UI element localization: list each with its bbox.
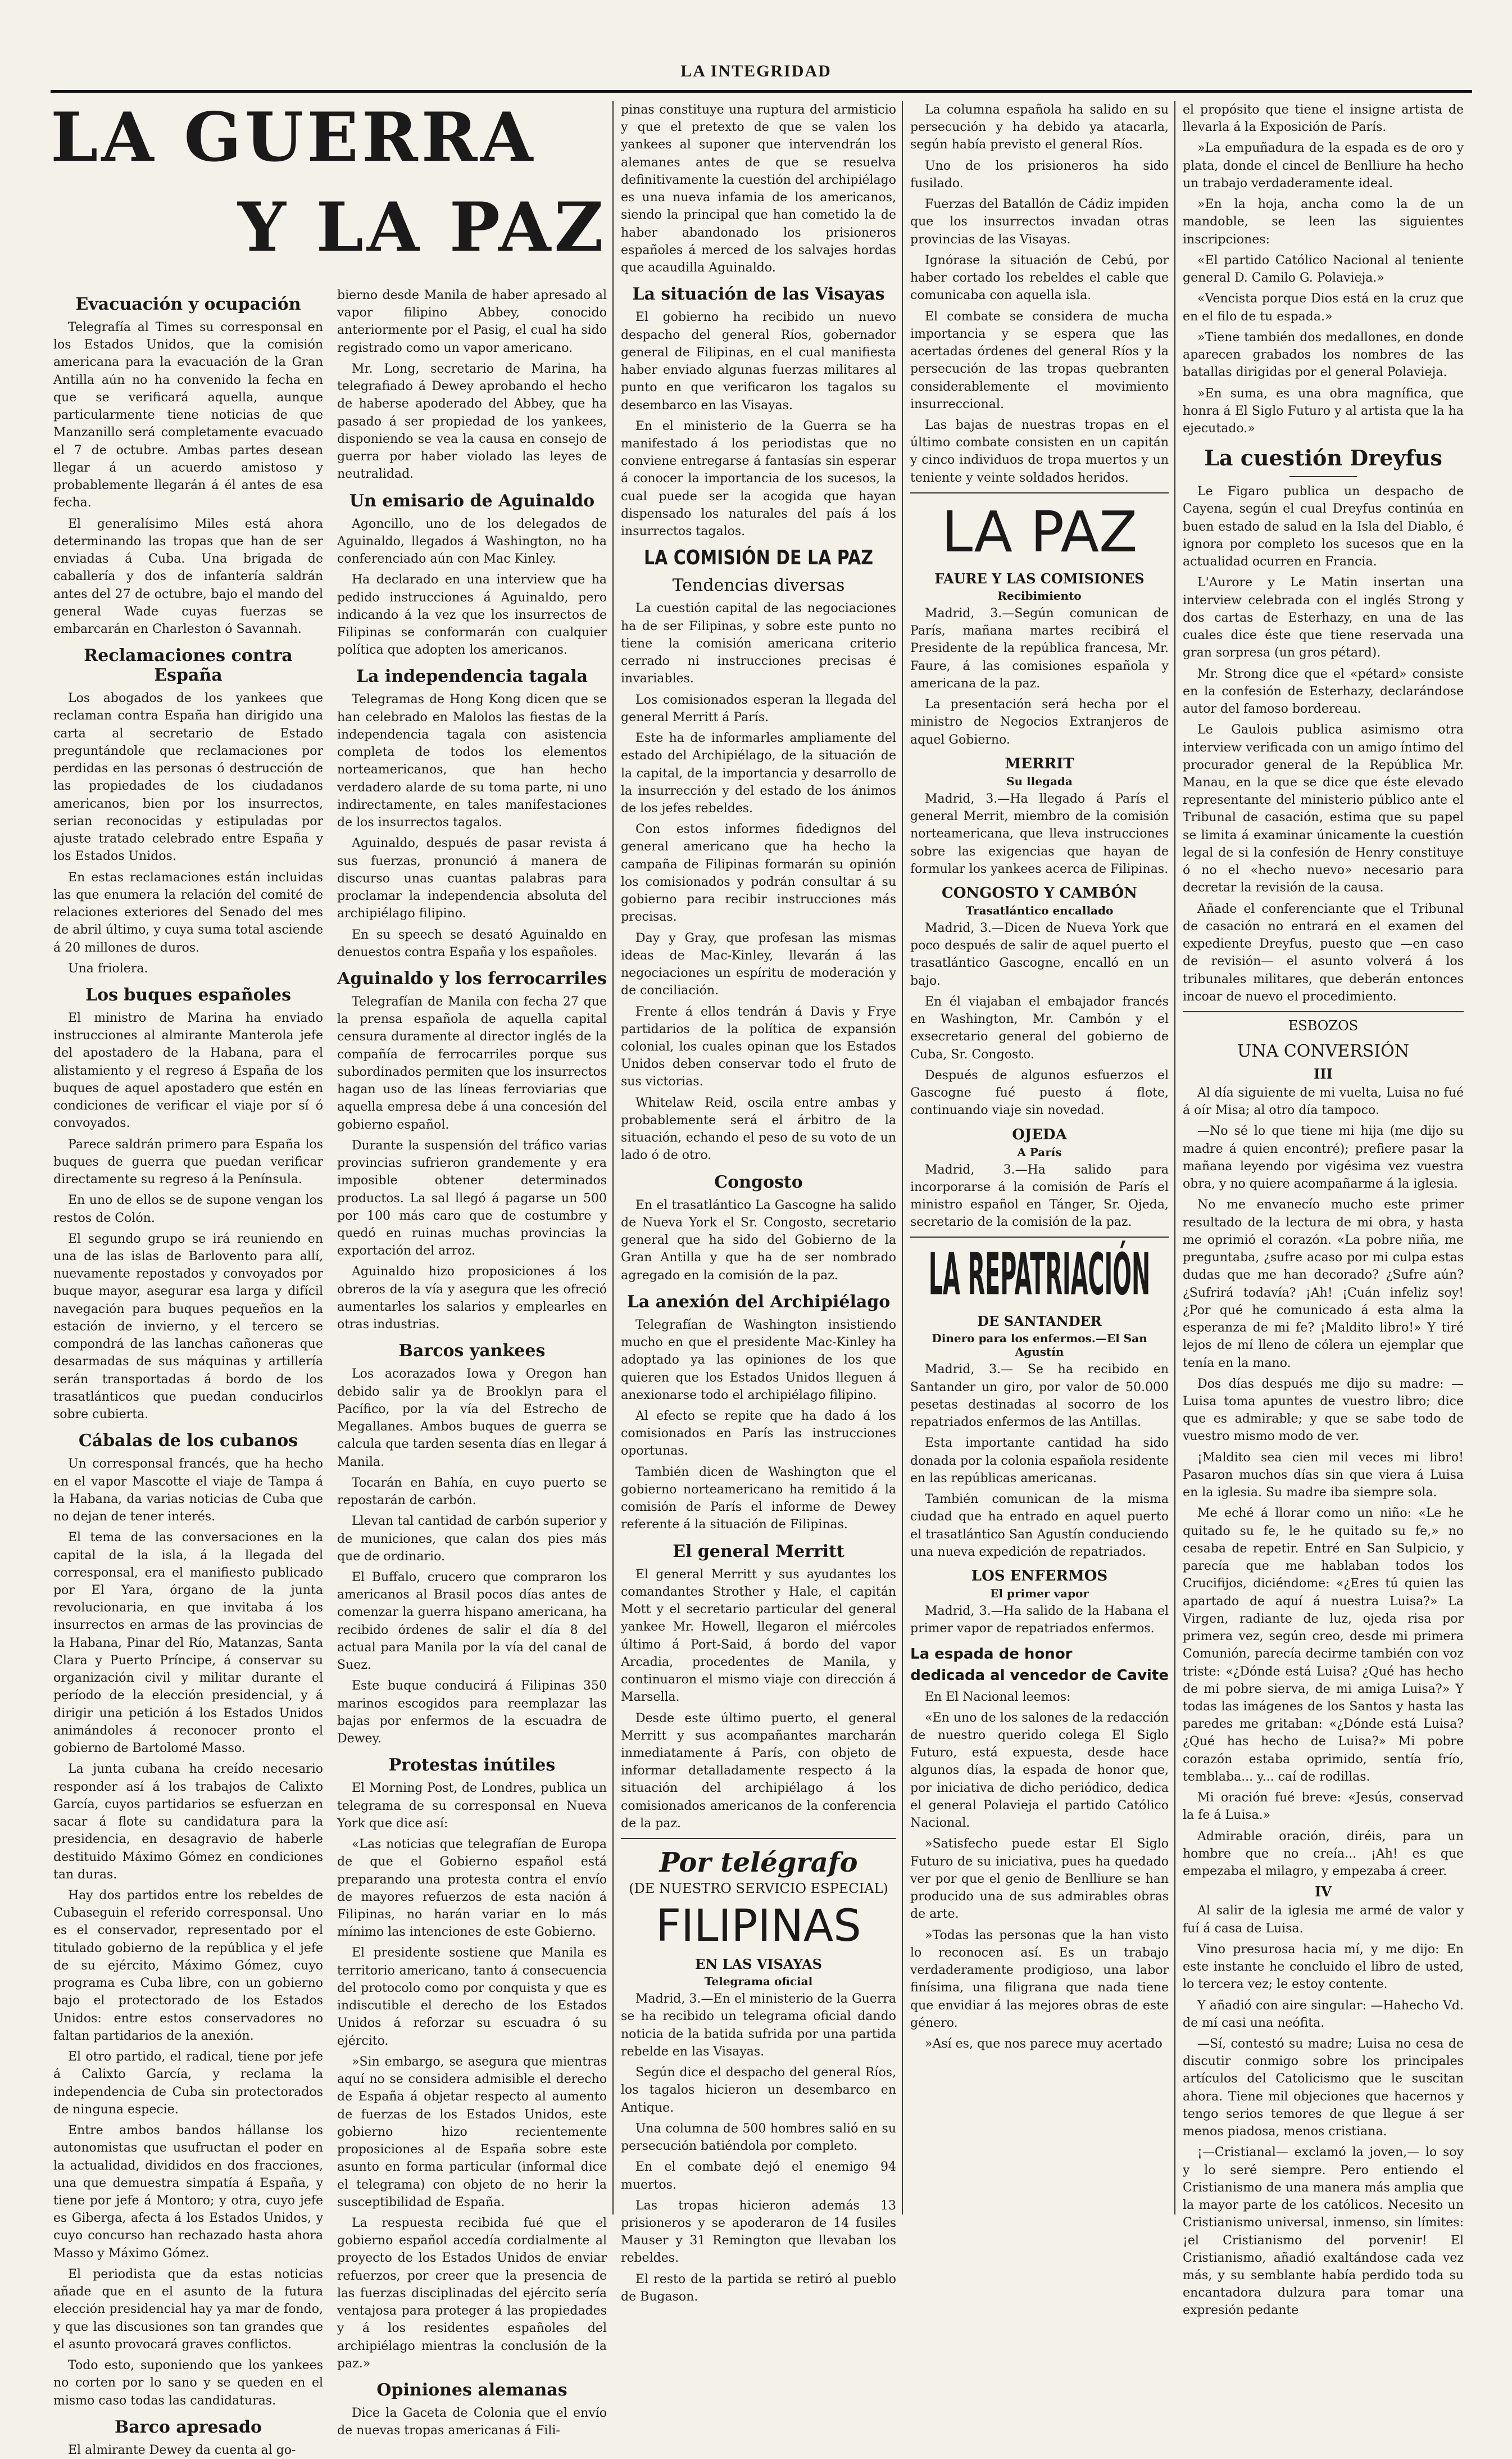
article-title: El general Merritt [673,1541,844,1561]
paragraph: »Satisfecho puede estar El Siglo Futuro de su iniciativa, pues ha quedado ver por que el genio de Benlliure se han producido una de sus admirables obras de arte. [910,1837,1169,1922]
headline-block [51,98,607,289]
section-kicker: ESBOZOS [1288,1018,1359,1034]
paragraph: El gobierno ha recibido un nuevo despacho del general Ríos, gobernador general de Filipinas, en el cual manifiesta haber enviado algunas fuerzas militares al punto en que verificaron los tagalos su desembarco en las Visayas. [621,310,896,413]
paragraph: El Morning Post, de Londres, publica un telegrama de su corresponsal en Nueva York que dice así: [337,1781,607,1831]
paragraph: El Buffalo, crucero que compraron los americanos al Brasil pocos días antes de comenzar la guerra hispano americana, ha recibido órdenes de salir el día 8 del actual para Manila por la vía del canal de Suez. [337,1570,607,1673]
paragraph: Ignórase la situación de Cebú, por haber cortado los rebeldes el cable que comunicaba con aquella isla. [910,253,1169,303]
paragraph: pinas constituye una ruptura del armisticio y que el pretexto de que se valen los yankees al suponer que intervendrán los alemanes antes de que se resuelva definitivamente la cuestión del archipiélago es una nueva infamia de los americanos, siendo la principal que han cometido la de haber abandonado los prisioneros españoles á merced de los salvajes hordas que acaudilla Aguinaldo. [621,103,896,275]
paragraph: Durante la suspensión del tráfico varias provincias sufrieron grandemente y era imposible obtener determinados productos. La sal llegó á pagarse un 500 por 100 más caro que de costumbre y quedó en ruinas muchas provincias la exportación del arroz. [337,1138,607,1258]
paragraph: El combate se considera de mucha importancia y se espera que las acertadas órdenes del general Ríos y la persecución de las tropas quebranten considerablemente el movimiento insurreccional. [910,309,1169,411]
paragraph: Vino presurosa hacia mí, y me dijo: En este instante he concluido el libro de usted, lo tercera vez; le estoy contente. [1183,1942,1464,1992]
paragraph: ¡Maldito sea cien mil veces mi libro! Pasaron muchos días sin que viera á Luisa en la iglesia. Su madre iba siempre sola. [1183,1450,1464,1500]
section-rule [1183,1011,1464,1012]
paragraph: Al efecto se repite que ha dado á los comisionados en París las instrucciones oportunas. [621,1409,896,1459]
section-kicker: Recibimiento [997,588,1082,603]
section-kicker: Telegrama oficial [704,1975,813,1989]
paragraph: Un corresponsal francés, que ha hecho en el vapor Mascotte el viaje de Tampa á la Habana, da varias noticias de Cuba que no dejan de tener interés. [53,1457,323,1524]
paragraph: Me eché á llorar como un niño: «Le he quitado su fe, le he quitado su fe,» no cesaba de repetir. Entré en San Sulpicio, y parecía que me hablaban todos los Crucifijos, diciéndome: «¿Eres tú quien las apartado de aquí á nuestra Luisa?» La Virgen, radiante de luz, ojeda risa por primera vez, según creo, desde mi primera Comunión, parecía decirme también con voz triste: «¿Dónde está Luisa? ¿Qué has hecho de mi pobre sierva, de mi amiga Luisa?» Y todas las imágenes de los Santos y hasta las paredes me gritaban: «¿Dónde está Luisa? ¿Qué has hecho de Luisa?» Mi pobre corazón estaba oprimido, sentía frío, temblaba... y... caí de rodillas. [1183,1506,1464,1784]
column-2 [337,287,607,2438]
paragraph: L'Aurore y Le Matin insertan una interview celebrada con el inglés Strong y dos cartas de Esterhazy, en una de las cuales dice éste que tiene reservada una gran sorpresa (un gros pétard). [1183,576,1464,660]
paragraph: bierno desde Manila de haber apresado al vapor filipino Abbey, conocido anteriormente por el Pasig, el cual ha sido registrado como un vapor americano. [337,288,607,355]
article-title: La anexión del Archipiélago [626,1292,891,1312]
headline-line-1: LA GUERRA [51,98,537,177]
paragraph: Esta importante cantidad ha sido donada por la colonia española residente en las repúblicas americanas. [910,1436,1169,1486]
article-title: Evacuación y ocupación [75,295,301,314]
paragraph: Las bajas de nuestras tropas en el último combate consisten en un capitán y cinco individuos de tropa muertos y un teniente y veinte soldados heridos. [910,418,1169,485]
article-title: UNA CONVERSIÓN [1237,1041,1409,1062]
paragraph: Mr. Strong dice que el «pétard» consiste en la confesión de Esterhazy, declarándose autor del famoso bordereau. [1183,667,1464,717]
paragraph: Aguinaldo hizo proposiciones á los obreros de la vía y asegura que les ofreció aumentarles los salarios y emplearles en otras industrias. [337,1265,607,1332]
paragraph: Dos días después me dijo su madre: —Luisa toma apuntes de vuestro libro; dice que es admirable; y que se sabe todo de vuestro mismo modo de ver. [1183,1376,1464,1444]
section-kicker: A París [1017,1145,1062,1159]
masthead-rule [51,90,1472,93]
paragraph: La presentación será hecha por el ministro de Negocios Extranjeros de aquel Gobierno. [910,698,1169,747]
paragraph: También dicen de Washington que el gobierno norteamericano ha remitido á la comisión de París el informe de Dewey referente á la situación de Filipinas. [621,1465,896,1532]
paragraph: Después de algunos esfuerzos el Gascogne fué puesto á flote, continuando viaje sin novedad. [910,1068,1169,1118]
paragraph: Llevan tal cantidad de carbón superior y de municiones, que calan dos pies más que de ordinario. [337,1514,607,1564]
paragraph: Ha declarado en una interview que ha pedido instrucciones á Aguinaldo, pero indicando á la vez que los insurrectos de Filipinas se conformarán con cualquier política que adopten los americanos. [337,573,607,658]
paragraph: Una columna de 500 hombres salió en su persecución batiéndola por completo. [621,2121,896,2154]
repatriacion-title: LA REPATRIACIÓN [928,1242,1151,1309]
article-title: Congosto [714,1172,803,1192]
paragraph: »Así es, que nos parece muy acertado [925,2036,1163,2051]
paragraph: En el trasatlántico La Gascogne ha salido de Nueva York el Sr. Congosto, secretario general que ha sido del Gobierno de la Gran Antilla y que ha de ser nombrado agregado en la comisión de la paz. [621,1198,896,1283]
section-title: OJEDA [1012,1126,1067,1143]
paragraph: Tocarán en Bahía, en cuyo puerto se repostarán de carbón. [337,1475,607,1508]
paragraph: —Sí, contestó su madre; Luisa no cesa de discutir conmigo sobre los principales artículos del Catolicismo que le suscitan ahora. Tiene mil objeciones que hacernos y tengo serios temores de que llegue á ser menos piadosa, menos cristiana. [1183,2036,1464,2139]
paragraph: Las tropas hicieron además 13 prisioneros y se apoderaron de 14 fusiles Mauser y 31 Remington que llevaban los rebeldes. [621,2198,896,2266]
paragraph: »La empuñadura de la espada es de oro y plata, donde el cincel de Benlliure ha hecho un trabajo verdaderamente ideal. [1183,141,1464,191]
paragraph: En el combate dejó el enemigo 94 muertos. [621,2160,896,2192]
paragraph: «En uno de los salones de la redacción de nuestro querido colega El Siglo Futuro, está expuesta, desde hace algunos días, la espada de honor que, por iniciativa de dicho periódico, dedica el general Polavieja el partido Católico Nacional. [910,1710,1169,1831]
filipinas-title: FILIPINAS [656,1901,861,1952]
telegraph-subtitle: (DE NUESTRO SERVICIO ESPECIAL) [629,1881,888,1897]
paragraph: El general Merritt y sus ayudantes los comandantes Strother y Hale, el capitán Mott y el secretario particular del general yankee Mr. Howell, llegaron el miércoles último á Port-Said, á bordo del vapor Arcadia, procedentes de Manila, y continuaron el mismo viaje con dirección á Marsella. [621,1567,896,1705]
column-rule [1174,101,1175,2215]
section-kicker: Dinero para los enfermos.—El San Agustín [932,1332,1147,1359]
paragraph: «Vencista porque Dios está en la cruz que en el filo de tu espada.» [1183,292,1464,324]
section-kicker: Su llegada [1006,774,1073,788]
paragraph: Frente á ellos tendrán á Davis y Frye partidarios de la política de expansión colonial, los cuales opinan que los Estados Unidos deben conservar todo el fruto de sus victorias. [621,1004,896,1089]
section-subtitle: DE SANTANDER [977,1313,1102,1330]
paragraph: En El Nacional leemos: [925,1690,1071,1704]
section-subtitle: FAURE Y LAS COMISIONES [934,570,1145,587]
section-kicker: El primer vapor [990,1587,1089,1601]
article-title: La cuestión Dreyfus [1204,445,1442,471]
paragraph: Whitelaw Reid, oscila entre ambas y probablemente será el árbitro de la situación, echando el peso de su voto de un lado ó de otro. [621,1095,896,1163]
chapter-number: IV [1315,1883,1332,1900]
section-title: LOS ENFERMOS [971,1568,1108,1585]
headline-line-2: Y LA PAZ [238,188,607,267]
article-title: Barcos yankees [398,1341,546,1361]
article-title: La situación de las Visayas [632,284,885,305]
paragraph: »En la hoja, ancha como la de un mandoble, se leen las siguientes inscripciones: [1183,197,1464,247]
paragraph: »Tiene también dos medallones, en donde aparecen grabados los nombres de las batallas dirigidas por el general Polavieja. [1183,330,1464,380]
section-kicker: Trasatlántico encallado [965,903,1114,917]
paragraph: El ministro de Marina ha enviado instrucciones al almirante Manterola jefe del apostadero de la Habana, para el alistamiento y el regreso á España de los buques de aquel apostadero que estén en condiciones de verificar el viaje por sí ó convoyados. [53,1011,323,1131]
paz-title: LA PAZ [941,499,1138,565]
paragraph: El generalísimo Miles está ahora determinando las tropas que han de ser enviadas á Cuba. Una brigada de caballería y dos de infantería saldrán antes del 27 de octubre, bajo el mando del general Wade cuyas fuerzas se embarcarán en Charleston ó Savannah. [53,517,323,636]
paragraph: »Sin embargo, se asegura que mientras aquí no se considera admisible el derecho de España á objetar respecto al aumento de fuerzas de los Estados Unidos, este gobierno hizo recientemente proposiciones al de España sobre este asunto en forma particular (informal dice el telegrama) con objeto de no herir la susceptibilidad de España. [337,2054,607,2209]
column-rule [612,101,614,2215]
section-rule [910,492,1169,493]
paragraph: Este buque conducirá á Filipinas 350 marinos escogidos para reemplazar las bajas por enfermos de la escuadra de Dewey. [337,1679,607,1746]
paragraph: Agoncillo, uno de los delegados de Aguinaldo, llegados á Washington, no ha conferenciado aún con Mac Kinley. [337,517,607,567]
paragraph: »En suma, es una obra magnífica, que honra á El Siglo Futuro y al artista que la ha ejecutado.» [1183,386,1464,436]
paragraph: Telegramas de Hong Kong dicen que se han celebrado en Malolos las fiestas de la independencia tagala con asistencia completa de todos los elementos norteamericanos, que han hecho verdadero alarde de su toma parte, ni uno indirectamente, en tales manifestaciones de los insurrectos tagalos. [337,692,607,830]
paragraph: Al salir de la iglesia me armé de valor y fuí á casa de Luisa. [1183,1904,1464,1936]
column-1 [53,287,323,2457]
paragraph: La junta cubana ha creído necesario responder así á los trabajos de Calixto García, cuyos partidarios se esfuerzan en sacar á flote su candidatura para la presidencia, en desagravio de haberle destituido Máximo Gómez en condiciones tan duras. [53,1762,323,1882]
section-rule [910,1237,1169,1238]
paragraph: —No sé lo que tiene mi hija (me dijo su madre á quien encontré); prefiere pasar la mañana leyendo por vigésima vez vuestra obra, y no quiere acompañarme á la iglesia. [1183,1124,1464,1192]
paragraph: Madrid, 3.—Ha salido para incorporarse á la comisión de París el ministro español en Tánger, Sr. Ojeda, secretario de la comisión de la paz. [910,1162,1169,1230]
paragraph: Madrid, 3.—Ha salido de la Habana el primer vapor de repatriados enfermos. [910,1604,1169,1636]
section-title: MERRIT [1005,755,1074,772]
article-title: Barco apresado [115,2417,262,2437]
paragraph: ¡—Cristianal— exclamó la joven,— lo soy y lo seré siempre. Pero entiendo el Cristianismo de una manera más amplia que la mayor parte de los católicos. Necesito un Cristianismo universal, inmenso, sin límites: ¡el Cristianismo del porvenir! El Cristianismo, añadió exaltándose cada vez más, y su semblante había perdido toda su encantadora dulzura para tomar una expresión pedante [1183,2145,1464,2318]
paragraph: Dice la Gaceta de Colonia que el envío de nuevas tropas americanas á Fili- [337,2406,607,2438]
section-subtitle: EN LAS VISAYAS [695,1956,822,1973]
paragraph: Los abogados de los yankees que reclaman contra España han dirigido una carta al secretario de Estado preguntándole que reclamaciones por perdidas en las personas ó destrucción de las propiedades de los ciudadanos americanos, bien por los insurrectos, serian reconocidas y estipuladas por ajuste tratado celebrado entre España y los Estados Unidos. [53,691,323,864]
paragraph: En uno de ellos se de supone vengan los restos de Colón. [53,1193,323,1225]
paragraph: Añade el conferenciante que el Tribunal de casación no entrará en el examen del expediente Dreyfus, puesto que —en caso de revisión— el asunto volverá á los tribunales militares, que deberán entonces incoar de nuevo el procedimiento. [1183,902,1464,1004]
paragraph: Los comisionados esperan la llegada del general Merritt á París. [621,692,896,724]
paragraph: Fuerzas del Batallón de Cádiz impiden que los insurrectos invadan otras provincias de las Visayas. [910,197,1169,247]
paragraph: Telegrafían de Washington insistiendo mucho en que el presidente Mac-Kinley ha adoptado ya las opiniones de los que quieren que los Estados Unidos lleguen á anexionarse todo el archipiélago filipino. [621,1317,896,1402]
article-subtitle: Tendencias diversas [672,576,845,596]
paragraph: En su speech se desató Aguinaldo en denuestos contra España y los españoles. [337,927,607,959]
section-title: CONGOSTO Y CAMBÓN [942,884,1137,902]
paragraph: El otro partido, el radical, tiene por jefe á Calixto García, y reclama la independencia de Cuba sin protectorados de ninguna especie. [53,2050,323,2117]
article-title: Los buques españoles [85,985,292,1005]
paragraph: El periodista que da estas noticias añade que en el asunto de la futura elección presidencial hay ya mar de fondo, y que las discusiones son tan grandes que el asunto provocará graves conflictos. [53,2267,323,2352]
paragraph: Todo esto, suponiendo que los yankees no corten por lo sano y se queden en el mismo caso todas las candidaturas. [53,2358,323,2408]
column-4 [910,101,1169,2215]
column-rule [902,101,903,2215]
paragraph: Hay dos partidos entre los rebeldes de Cubaseguin el referido corresponsal. Uno es el conservador, representado por el titulado gobierno de la república y el jefe de su ejército, Máximo Gómez, cuyo programa es Cuba libre, con un gobierno bajo el protectorado de los Estados Unidos: entre estos conservadores no faltan partidarios de la anexión. [53,1888,323,2043]
paragraph: En estas reclamaciones están incluidas las que enumera la relación del comité de relaciones exteriores del Senado del mes de abril último, y cuya suma total asciende á 20 millones de duros. [53,870,323,955]
paragraph: La respuesta recibida fué que el gobierno español accedía cordialmente al proyecto de los Estados Unidos de enviar refuerzos, por creer que la presencia de las fuerzas disciplinadas del ejército sería ventajosa para proteger á las propiedades y á los residentes españoles del archipiélago mientras la conclusión de la paz.» [337,2216,607,2371]
paragraph: Telegrafía al Times su corresponsal en los Estados Unidos, que la comisión americana para la evacuación de la Gran Antilla aún no ha convenido la fecha en que se verificará aquella, aunque particularmente tiene noticias de que Manzanillo será completamente evacuado el 7 de octubre. Ambas partes desean llegar á un acuerdo amistoso y probablemente llegarán á él antes de esa fecha. [53,320,323,510]
paragraph: El presidente sostiene que Manila es territorio americano, tanto á consecuencia del protocolo como por conquista y que es indiscutible el derecho de los Estados Unidos á reforzar su escuadra ó su ejército. [337,1946,607,2048]
paragraph: Madrid, 3.—Según comunican de París, mañana martes recibirá el Presidente de la república francesa, Mr. Faure, á las comisiones española y americana de la paz. [910,606,1169,691]
paragraph: »Todas las personas que la han visto lo reconocen así. Es un trabajo verdaderamente prodigioso, una labor finísima, una filigrana que nada tiene que envidiar á las mejores obras de este género. [910,1928,1169,2030]
paragraph: Madrid, 3.— Se ha recibido en Santander un giro, por valor de 50.000 pesetas destinadas al socorro de los repatriados enfermos de las Antillas. [910,1362,1169,1430]
paragraph: Day y Gray, que profesan las mismas ideas de Mac-Kinley, llevarán á las negociaciones un espíritu de moderación y de conciliación. [621,931,896,998]
paragraph: Parece saldrán primero para España los buques de guerra que puedan verificar directamente su regreso á la Península. [53,1137,323,1187]
paragraph: Mr. Long, secretario de Marina, ha telegrafiado á Dewey aprobando el hecho de haberse apoderado del Abbey, que ha pasado á ser propiedad de los yankees, disponiendo se vea la causa en consejo de guerra por haber violado las leyes de neutralidad. [337,361,607,482]
title-rule [1289,476,1357,477]
paragraph: La columna española ha salido en su persecución y ha debido ya atacarla, según había previsto el general Ríos. [910,103,1169,152]
paragraph: Mi oración fué breve: «Jesús, conservad la fe á Luisa.» [1183,1791,1464,1823]
paragraph: Este ha de informarles ampliamente del estado del Archipiélago, de la situación de la capital, de la importancia y desarrollo de la insurrección y del estado de los ánimos de los jefes rebeldes. [621,731,896,816]
paragraph: Admirable oración, diréis, para un hombre que no creía... ¡Ah! es que empezaba el milagro, y empezaba á creer. [1183,1829,1464,1879]
paragraph: Madrid, 3.—Dicen de Nueva York que poco después de salir de aquel puerto el trasatlántico Gascogne, encalló en un bajo. [910,921,1169,988]
paragraph: Madrid, 3.—Ha llegado á París el general Merrit, miembro de la comisión norteamericana, que lleva instrucciones sobre las exigencias que hayan de formular los yankees acerca de Filipinas. [910,791,1169,876]
article-title: Un emisario de Aguinaldo [349,491,595,511]
paragraph: Entre ambos bandos hállanse los autonomistas que usufructan el poder en la actualidad, divididos en dos fracciones, una que demuestra simpatía á España, y tiene por jefe á Montoro; y otra, cuyo jefe es Giberga, afecta á los Estados Unidos, y cuyo concurso han rechazado hasta ahora Masso y Máximo Gómez. [53,2123,323,2261]
article-title: Cábalas de los cubanos [78,1431,298,1451]
chapter-number: III [1314,1066,1333,1083]
section-rule [621,1838,896,1839]
article-title: Reclamaciones contra España [84,646,293,686]
article-title: Protestas inútiles [388,1755,556,1776]
article-title: LA COMISIÓN DE LA PAZ [644,546,873,570]
column-5 [1183,101,1464,2318]
paragraph: El segundo grupo se irá reuniendo en una de las islas de Barlovento para allí, nuevamente repostados y convoyados por buque mayor, asegurar esa larga y difícil navegación para buques pequeños en la estación de invierno, y el tercero se compondrá de las lanchas cañoneras que desarmadas de sus máquinas y artillería serán transportadas á bordo de los trasatlánticos que puedan conducirlos sobre cubierta. [53,1231,323,1422]
paragraph: Una friolera. [68,961,148,976]
masthead: LA INTEGRIDAD [680,62,832,80]
paragraph: Al día siguiente de mi vuelta, Luisa no fué á oír Misa; al otro día tampoco. [1183,1086,1464,1118]
paragraph: También comunican de la misma ciudad que ha entrado en aquel puerto el trasatlántico San Agustín conduciendo una nueva expedición de repatriados. [910,1492,1169,1559]
paragraph: Telegrafían de Manila con fecha 27 que la prensa española de aquella capital censura duramente al director inglés de la compañía de ferrocarriles porque sus subordinados permiten que los insurrectos hagan uso de las líneas ferroviarias que aquella empresa debe á una concesión del gobierno español. [337,994,607,1132]
paragraph: Desde este último puerto, el general Merritt y sus acompañantes marcharán inmediatamente á París, con objeto de informar detalladamente respecto á la situación del archipiélago á los comisionados americanos de la conferencia de la paz. [621,1711,896,1831]
paragraph: Madrid, 3.—En el ministerio de la Guerra se ha recibido un telegrama oficial dando noticia de la batida sufrida por una partida rebelde en las Visayas. [621,1992,896,2059]
column-3 [621,101,896,2304]
article-title: Opiniones alemanas [376,2380,567,2401]
paragraph: Aguinaldo, después de pasar revista á sus fuerzas, pronunció á manera de discurso unas cuantas palabras para proclamar la independencia absoluta del archipiélago filipino. [337,836,607,921]
paragraph: Según dice el despacho del general Ríos, los tagalos hicieron un desembarco en Antique. [621,2066,896,2115]
paragraph: El tema de las conversaciones en la capital de la isla, á la llegada del corresponsal, era el manifiesto publicado por El Yara, órgano de la junta revolucionaria, en que invitaba á los insurrectos en armas de las provincias de la Habana, Pinar del Río, Matanzas, Santa Clara y Puerto Príncipe, á conservar su organización civil y militar durante el período de la elección presidencial, y á dirigir una petición á los Estados Unidos animándoles á reconocer pronto el gobierno de Bartolomé Masso. [53,1530,323,1756]
telegraph-banner: Por telégrafo [659,1847,858,1879]
paragraph: El resto de la partida se retiró al pueblo de Bugason. [621,2272,896,2304]
paragraph: La cuestión capital de las negociaciones ha de ser Filipinas, y sobre este punto no tiene la comisión americana criterio cerrado ni instrucciones precisas é invariables. [621,601,896,686]
paragraph: No me envanecío mucho este primer resultado de la lectura de mi obra, y hasta me oprimió el corazón. «La pobre niña, me preguntaba, ¿sufre acaso por mi culpa estas dudas que me han decorado? ¿Sufre aún? ¿Sufrirá todavía? ¡Ah! ¡Cuán infeliz soy! ¿Por qué he comunicado á esta alma la esperanza de mi fe? ¡Maldito libro!» Y tiré lejos de mí lleno de cólera un ejemplar que tenía en la mano. [1183,1198,1464,1370]
paragraph: Uno de los prisioneros ha sido fusilado. [910,159,1169,191]
article-subtitle: dedicada al vencedor de Cavite [910,1666,1169,1684]
paragraph: «Las noticias que telegrafían de Europa de que el Gobierno español está preparando una protesta contra el envío de mayores refuerzos de esta nación á Filipinas, no harán variar en lo más mínimo las intenciones de este Gobierno. [337,1837,607,1940]
article-title: La independencia tagala [356,667,588,687]
paragraph: «El partido Católico Nacional al teniente general D. Camilo G. Polavieja.» [1183,253,1464,286]
article-title: Aguinaldo y los ferrocarriles [337,968,607,989]
paragraph: El almirante Dewey da cuenta al go- [68,2443,296,2457]
paragraph: el propósito que tiene el insigne artista de llevarla á la Exposición de París. [1183,103,1464,135]
paragraph: Los acorazados Iowa y Oregon han debido salir ya de Brooklyn para el Pacífico, por la vía del Estrecho de Megallanes. Ambos buques de guerra se calcula que tarden sesenta días en llegar á Manila. [337,1367,607,1469]
paragraph: En él viajaban el embajador francés en Washington, Mr. Cambón y el exsecretario general del gobierno de Cuba, Sr. Congosto. [910,994,1169,1062]
paragraph: Con estos informes fidedignos del general americano que ha hecho la campaña de Filipinas formarán su opinión los comisionados y podrán consultar á su gobierno para recibir instrucciones más precisas. [621,822,896,925]
paragraph: Y añadió con aire singular: —Hahecho Vd. de mí casi una neófita. [1183,1998,1464,2030]
paragraph: Le Figaro publica un despacho de Cayena, según el cual Dreyfus continúa en buen estado de salud en la Isla del Diablo, é ignora por completo los sucesos que en la actualidad ocurren en Francia. [1183,484,1464,569]
paragraph: Le Gaulois publica asimismo otra interview verificada con un amigo íntimo del procurador general de la República Mr. Manau, en la que se dice que éste elevado representante del ministerio público ante el Tribunal de casación, estima que su papel se limita á examinar únicamente la cuestión legal de si la confesión de Henry constituye ó no el «hecho nuevo» necesario para decretar la revisión de la causa. [1183,723,1464,895]
article-title: La espada de honor [910,1645,1073,1663]
paragraph: En el ministerio de la Guerra se ha manifestado á los periodistas que no conviene entregarse á fantasías sin esperar á conocer la importancia de los sucesos, la cual puede ser la acogida que hayan dispensado los naturales del país á los insurrectos tagalos. [621,419,896,539]
